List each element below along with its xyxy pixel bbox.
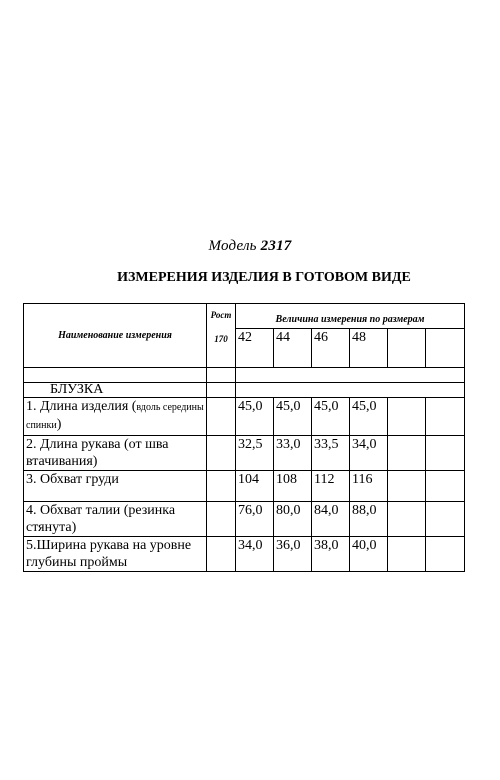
table-row — [24, 502, 465, 537]
measure-name-close: ) — [56, 417, 62, 432]
measurement-table — [23, 303, 465, 572]
empty-cell — [207, 436, 236, 471]
value-cell — [388, 398, 426, 436]
value-cell — [426, 471, 465, 502]
measure-name-main: 1. Длина изделия ( — [26, 399, 137, 414]
table-row — [24, 537, 465, 572]
empty-cell — [207, 471, 236, 502]
section-title: БЛУЗКА — [24, 383, 207, 398]
height-label: Рост — [210, 310, 232, 320]
model-title — [0, 238, 500, 255]
value-cell — [426, 436, 465, 471]
model-label: Модель — [208, 238, 257, 254]
value-cell: 104 — [236, 471, 274, 502]
value-cell: 40,0 — [350, 537, 388, 572]
value-cell: 84,0 — [312, 502, 350, 537]
value-cell: 38,0 — [312, 537, 350, 572]
spacer-cell — [207, 368, 236, 383]
value-cell — [388, 537, 426, 572]
measure-name: 4. Обхват талии (резинка стянута) — [24, 502, 207, 537]
value-cell — [388, 502, 426, 537]
header-row-top — [24, 304, 465, 329]
measure-name: 5.Ширина рукава на уровне глубины проймы — [24, 537, 207, 572]
measure-name — [24, 398, 207, 436]
size-cell: 44 — [274, 329, 312, 368]
value-cell: 36,0 — [274, 537, 312, 572]
name-header: Наименование измерения — [24, 304, 207, 368]
table-row — [24, 398, 465, 436]
value-cell — [388, 471, 426, 502]
value-cell: 45,0 — [274, 398, 312, 436]
value-cell: 45,0 — [236, 398, 274, 436]
table-row — [24, 436, 465, 471]
value-cell: 45,0 — [350, 398, 388, 436]
size-cell: 48 — [350, 329, 388, 368]
spacer-row — [24, 368, 465, 383]
size-cell: 46 — [312, 329, 350, 368]
value-cell — [426, 502, 465, 537]
value-cell: 33,0 — [274, 436, 312, 471]
value-cell: 33,5 — [312, 436, 350, 471]
size-cell: 42 — [236, 329, 274, 368]
size-cell — [426, 329, 465, 368]
empty-cell — [207, 502, 236, 537]
spacer-cell — [236, 368, 465, 383]
section-row — [24, 383, 465, 398]
empty-cell — [236, 383, 465, 398]
value-cell — [388, 436, 426, 471]
height-value: 170 — [214, 334, 228, 344]
value-cell: 88,0 — [350, 502, 388, 537]
value-cell: 112 — [312, 471, 350, 502]
measure-name-note: вдоль середины спинки — [26, 402, 204, 431]
value-cell — [426, 398, 465, 436]
empty-cell — [207, 398, 236, 436]
model-number: 2317 — [260, 238, 292, 254]
value-cell: 108 — [274, 471, 312, 502]
measure-name: 3. Обхват груди — [24, 471, 207, 502]
value-cell: 76,0 — [236, 502, 274, 537]
value-cell — [426, 537, 465, 572]
value-cell: 34,0 — [236, 537, 274, 572]
document-title: ИЗМЕРЕНИЯ ИЗДЕЛИЯ В ГОТОВОМ ВИДЕ — [117, 270, 411, 285]
value-cell: 116 — [350, 471, 388, 502]
empty-cell — [207, 383, 236, 398]
value-cell: 34,0 — [350, 436, 388, 471]
height-header — [207, 304, 236, 368]
spacer-cell — [24, 368, 207, 383]
measure-name: 2. Длина рукава (от шва втачивания) — [24, 436, 207, 471]
table-row — [24, 471, 465, 502]
size-cell — [388, 329, 426, 368]
value-cell: 45,0 — [312, 398, 350, 436]
value-cell: 80,0 — [274, 502, 312, 537]
value-cell: 32,5 — [236, 436, 274, 471]
sizes-header: Величина измерения по размерам — [236, 304, 465, 329]
empty-cell — [207, 537, 236, 572]
